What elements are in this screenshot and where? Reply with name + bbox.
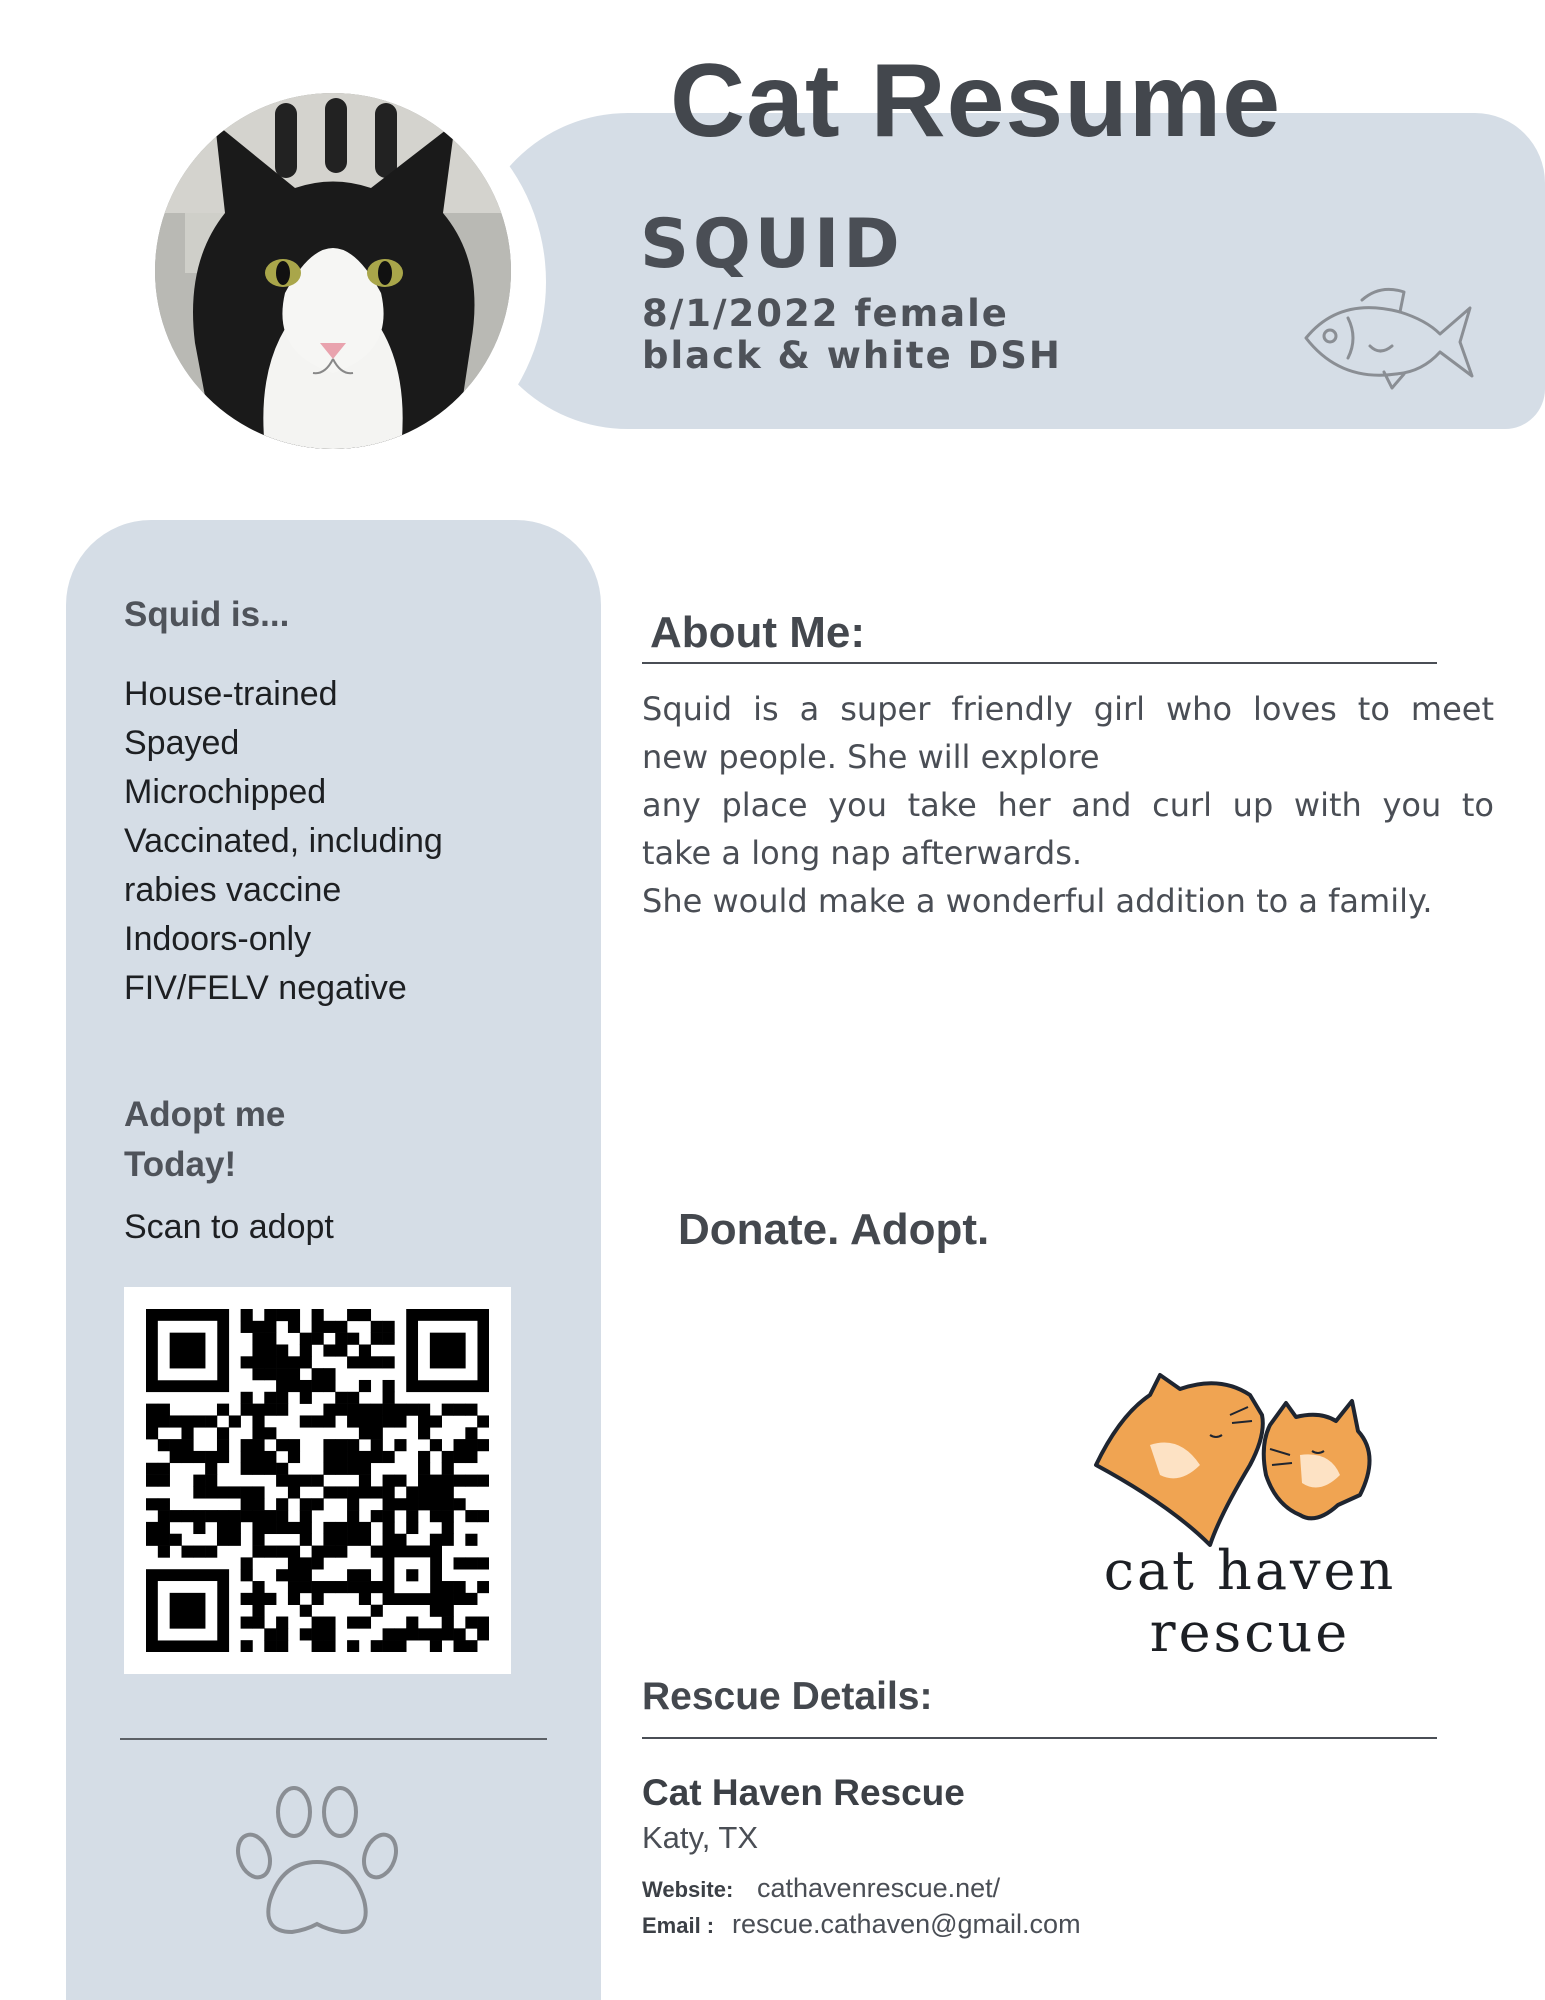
list-item: Indoors-only bbox=[124, 920, 312, 958]
slogan: Donate. Adopt. bbox=[678, 1205, 990, 1254]
sidebar-divider bbox=[120, 1738, 547, 1740]
cat-birth-sex: 8/1/2022 female bbox=[642, 292, 1009, 335]
fish-icon bbox=[1300, 282, 1475, 394]
about-line: take a long nap afterwards. bbox=[642, 834, 1083, 872]
traits-list bbox=[124, 670, 443, 1013]
website-link[interactable]: cathavenrescue.net/ bbox=[757, 1873, 1001, 1903]
list-item: Microchipped bbox=[124, 773, 327, 811]
org-name: Cat Haven Rescue bbox=[642, 1772, 965, 1813]
cat-haven-logo bbox=[1090, 1355, 1410, 1555]
cat-name: SQUID bbox=[640, 205, 904, 284]
rescue-rule bbox=[642, 1737, 1437, 1739]
website-label: Website: bbox=[642, 1877, 734, 1902]
about-title: About Me: bbox=[650, 608, 866, 657]
website-row bbox=[642, 1873, 1000, 1904]
about-line: any place you take her and curl up with you to bbox=[642, 786, 1494, 824]
page-title: Cat Resume bbox=[670, 43, 1282, 159]
adopt-heading-line1: Adopt me bbox=[124, 1095, 286, 1134]
about-line: She would make a wonderful addition to a family. bbox=[642, 882, 1433, 920]
qr-code[interactable] bbox=[124, 1287, 511, 1674]
list-item: Vaccinated, including bbox=[124, 822, 443, 860]
rescue-title: Rescue Details: bbox=[642, 1675, 933, 1718]
about-line: Squid is a super friendly girl who loves to meet bbox=[642, 690, 1494, 728]
org-city: Katy, TX bbox=[642, 1820, 759, 1855]
logo-text bbox=[1060, 1540, 1440, 1664]
qr-code-graphic bbox=[146, 1309, 489, 1652]
adopt-heading-line2: Today! bbox=[124, 1145, 237, 1184]
list-item: House-trained bbox=[124, 675, 338, 713]
list-item: rabies vaccine bbox=[124, 871, 342, 909]
list-item: FIV/FELV negative bbox=[124, 969, 407, 1007]
cat-coat: black & white DSH bbox=[642, 334, 1062, 377]
logo-line1: cat haven bbox=[1103, 1539, 1397, 1602]
scan-label: Scan to adopt bbox=[124, 1208, 334, 1246]
list-item: Spayed bbox=[124, 724, 240, 762]
traits-heading: Squid is... bbox=[124, 595, 290, 634]
email-row bbox=[642, 1909, 1081, 1940]
email-link[interactable]: rescue.cathaven@gmail.com bbox=[732, 1909, 1081, 1939]
cat-photo bbox=[155, 93, 511, 449]
about-rule bbox=[642, 662, 1437, 664]
paw-icon bbox=[232, 1780, 402, 1940]
about-text bbox=[642, 685, 1494, 925]
about-line: new people. She will explore bbox=[642, 738, 1100, 776]
email-label: Email : bbox=[642, 1913, 715, 1938]
logo-line2: rescue bbox=[1149, 1601, 1351, 1664]
